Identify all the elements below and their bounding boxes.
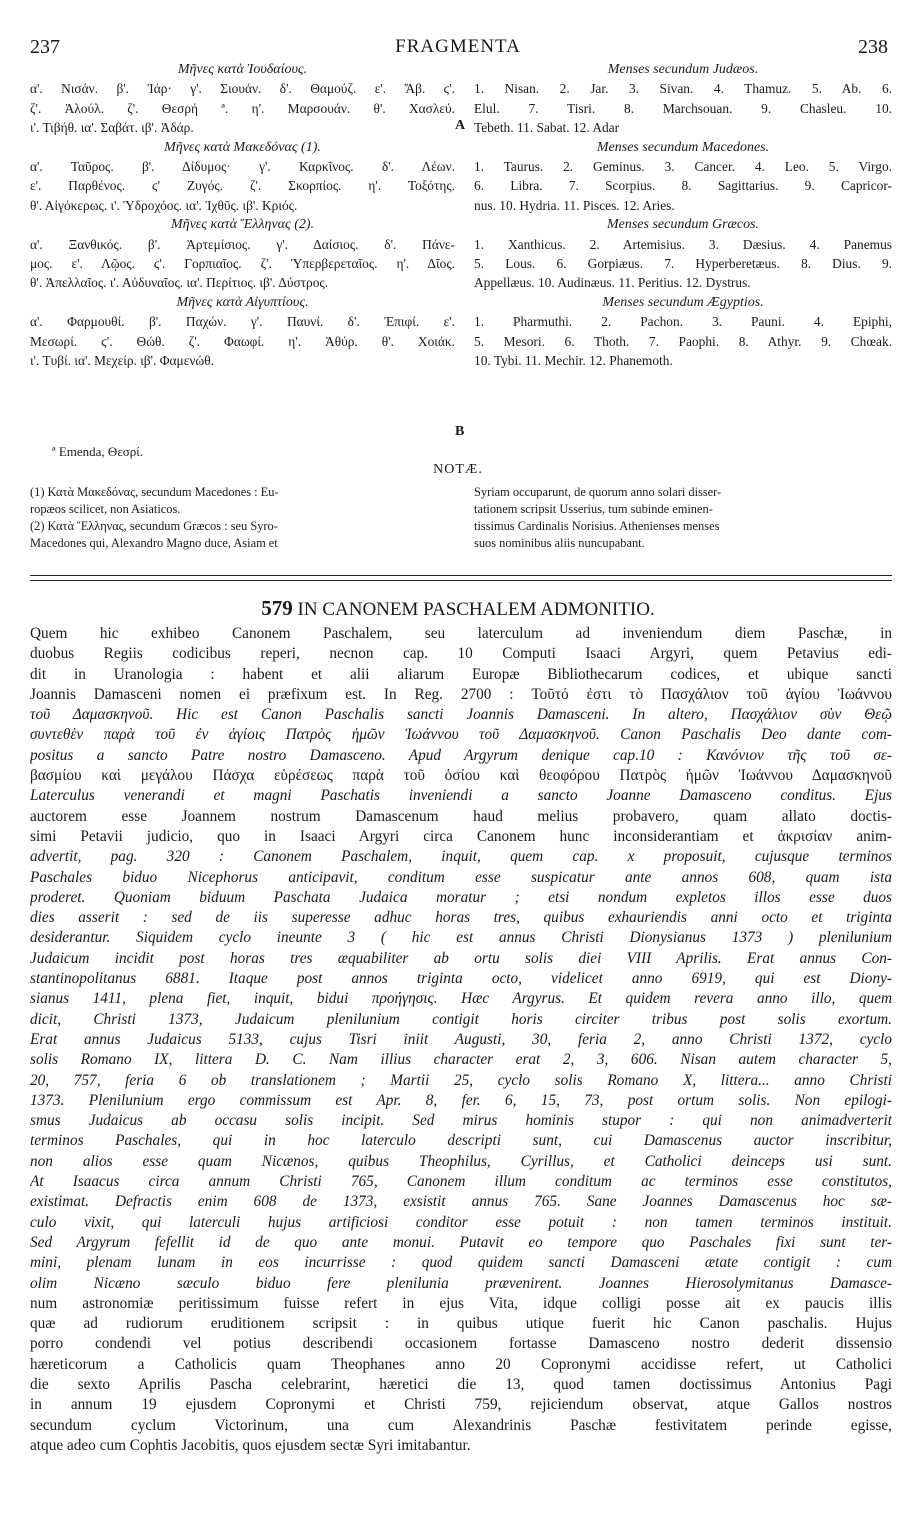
body-line: advertit, pag. 320 : Canonem Paschalem, inquit, quem cap. x proposuit, cujusque terminos — [30, 848, 892, 866]
note-line: tationem scripsit Usserius, tum subinde eminen- — [474, 502, 713, 516]
body-line: simi Petavii judicio, quo in Isaaci Argyri circa Canonem hunc inconsiderantiam et ἀκρισίαν anim- — [30, 827, 892, 845]
table-line: θ'. Αἰγόκερως. ι'. Ὑδροχόος. ια'. Ἰχθῦς. ιβ'. Κριός. — [30, 197, 298, 213]
body-line: sianus 1411, plena fiet, inquit, bidui προήγησις. Hæc Argyrus. Et quidem revera anno illo, quem — [30, 990, 892, 1008]
table-line: 10. Tybi. 11. Mechir. 12. Phanemoth. — [474, 353, 673, 369]
table-line: α'. Ξανθικός. β'. Ἀρτεμίσιος. γ'. Δαίσιος. δ'. Πάνε- — [30, 236, 455, 252]
admonitio-text — [30, 624, 892, 1456]
body-line: positus a sancto Patre nostro Damasceno. Apud Argyrum denique cap.10 : Κανόνιον τῆς τοῦ σε- — [30, 746, 892, 764]
body-line: proderet. Quoniam biduum Paschata Judaica moratur ; etsi nondum expletos illos esse duos — [30, 888, 892, 906]
latin-month-table — [474, 60, 892, 371]
page-number-left: 237 — [30, 36, 60, 58]
table-line: 1. Pharmuthi. 2. Pachon. 3. Pauni. 4. Epiphi, — [474, 314, 892, 330]
body-line: auctorem esse Joannem nostrum Damascenum haud melius probavero, quam allato doctis- — [30, 807, 892, 825]
body-line: τοῦ Δαμασκηνοῦ. Hic est Canon Paschalis sancti Joannis Damasceni. In altero, Πασχάλιον σὺν Θεῷ — [30, 706, 892, 724]
note-line: tissimus Cardinalis Norisius. Athenienses menses — [474, 519, 720, 533]
section-title: Menses secundum Judæos. — [607, 62, 759, 77]
running-title: FRAGMENTA — [395, 36, 521, 57]
margin-letter-b: B — [455, 424, 465, 439]
body-line: At Isaacus circa annum Christi 765, Canonem illum conditum ac terminos esse constitutos, — [30, 1173, 892, 1191]
body-line: non alios esse quam Nicænos, quibus Theophilus, Cyrillus, et Catholici deinceps usi sunt. — [30, 1152, 892, 1170]
table-line: μος. ε'. Λῷος. ϛ'. Γορπιαῖος. ζ'. Ὑπερβερεταῖος. η'. Δῖος. — [30, 256, 455, 272]
chapter-title: IN CANONEM PASCHALEM ADMONITIO. — [297, 599, 655, 620]
table-line: 5. Lous. 6. Gorpiæus. 7. Hyperberetæus. 8. Dius. 9. — [474, 256, 892, 272]
section-title: Menses secundum Græcos. — [606, 217, 760, 233]
table-line: ι'. Τιβήθ. ια'. Σαβάτ. ιβ'. Ἀδάρ. — [30, 120, 194, 136]
table-line: 5. Mesori. 6. Thoth. 7. Paophi. 8. Athyr. 9. Chœak. — [474, 333, 892, 349]
body-line: die sexto Aprilis Pascha celebrarint, hæretici die 13, quod tamen doctissimus Antonius Pagi — [30, 1375, 892, 1393]
body-line: stantinopolitanus 6881. Itaque post annos triginta octo, videlicet anno 6919, qui est Diony- — [30, 970, 892, 988]
chapter-heading — [0, 596, 916, 621]
body-line: culo vixit, qui laterculi hujus artificiosi conditor esse potuit : non tamen terminos instituit. — [30, 1213, 892, 1231]
body-line: duobus Regiis codicibus reperi, necnon cap. 10 Computi Isaaci Argyri, quem Petavius edi- — [30, 645, 892, 663]
body-line: dies asserit : sed de iis superesse adhuc horas tres, quibus exhauriendis anni octo et triginta — [30, 909, 892, 927]
notes-heading: NOTÆ. — [433, 462, 483, 477]
table-line: nus. 10. Hydria. 11. Pisces. 12. Aries. — [474, 197, 675, 213]
table-line: ι'. Τυβί. ια'. Μεχείρ. ιβ'. Φαμενώθ. — [30, 353, 214, 369]
body-line: terminos Paschales, qui in hoc laterculo descripti sunt, cui Damascenus auctor inscribitur, — [30, 1132, 892, 1150]
body-line: hæreticorum a Catholicis quam Theophanes anno 20 Copronymi accidisse refert, ut Catholici — [30, 1355, 892, 1373]
note-line: ropæos scilicet, non Asiaticos. — [30, 502, 181, 516]
body-line: Laterculus venerandi et magni Paschatis inveniendi a sancto Joanne Damasceno conditus. Ejus — [30, 787, 892, 805]
body-line: existimat. Defractis enim 608 de 1373, exsistit annus 765. Sane Joannes Damascenus hoc sæ- — [30, 1193, 892, 1211]
note-line: suos nominibus aliis nuncupabant. — [474, 536, 645, 550]
body-line: dicit, Christi 1373, Judaicum plenilunium contigit horis circiter tribus post solis exortum. — [30, 1010, 892, 1028]
table-line: α'. Φαρμουθί. β'. Παχών. γ'. Παυνί. δ'. Ἐπιφί. ε'. — [30, 314, 455, 330]
table-line: ε'. Παρθένος. ϛ' Ζυγός. ζ'. Σκορπίος. η'. Τοξότης. — [30, 178, 455, 194]
chapter-number: 579 — [261, 596, 293, 620]
notes-left-column — [30, 484, 452, 552]
note-line: (1) Κατὰ Μακεδόνας, secundum Macedones : Eu- — [30, 485, 279, 499]
section-title: Μῆνες κατὰ Μακεδόνας (1). — [164, 139, 321, 155]
body-line: dit in Uranologia : habent et alii aliarum Europæ Bibliothecarum codices, et ubique sancti — [30, 665, 892, 683]
body-line: Judaicum incidit post horas tres æquabiliter ab ortu solis diei VIII Aprilis. Erat annus Con- — [30, 949, 892, 967]
body-line: 20, 757, feria 6 ob translationem ; Martii 25, cyclo solis Romano X, littera... anno Christi — [30, 1071, 892, 1089]
notes-right-column — [474, 484, 892, 552]
body-line: Erat annus Judaicus 5133, cujus Tisri iniit Augusti, 30, feria 2, anno Christi 1372, cyclo — [30, 1030, 892, 1048]
section-rule-thin — [30, 580, 892, 581]
body-line: desiderantur. Siquidem cyclo ineunte 3 ( hic est annus Christi Dionysianus 1373 ) plenilunium — [30, 929, 892, 947]
table-line: Elul. 7. Tisri. 8. Marchsouan. 9. Chasleu. 10. — [474, 100, 892, 116]
body-line: βασμίου καὶ μεγάλου Πάσχα εὑρέσεως παρὰ τοῦ ὁσίου καὶ θεοφόρου Πατρὸς ἡμῶν Ἰωάννου Δαμασκηνοῦ — [30, 767, 892, 785]
table-line: Appellæus. 10. Audinæus. 11. Peritius. 12. Dystrus. — [474, 275, 751, 291]
table-line: 1. Nisan. 2. Jar. 3. Sivan. 4. Thamuz. 5. Ab. 6. — [474, 81, 892, 97]
table-line: 6. Libra. 7. Scorpius. 8. Sagittarius. 9. Capricor- — [474, 178, 892, 194]
table-line: θ'. Ἀπελλαῖος. ι'. Αὐδυναῖος. ια'. Περίτιος. ιβ'. Δύστρος. — [30, 275, 329, 291]
body-line: Paschales biduo Nicephorus anticipavit, conditum esse suspicatur ante annos 608, quam ista — [30, 868, 892, 886]
note-line: Syriam occuparunt, de quorum anno solari disser- — [474, 485, 722, 499]
body-line: num astronomiæ peritissimum fuisse refert in ejus Vita, idque colligi posse ait ex paucis illis — [30, 1294, 892, 1312]
table-line: 1. Taurus. 2. Geminus. 3. Cancer. 4. Leo. 5. Virgo. — [474, 159, 892, 175]
section-title: Menses secundum Macedones. — [596, 139, 770, 155]
section-title: Μῆνες κατὰ Ἕλληνας (2). — [170, 217, 315, 233]
body-line: solis Romano IX, littera D. C. Nam illius character erat 2, 3, 606. Nisan autem character 5, — [30, 1051, 892, 1069]
body-line: olim Nicæno sæculo biduo fere plenilunia prævenirent. Joannes Hierosolymitanus Damasce- — [30, 1274, 892, 1292]
note-line: (2) Κατὰ Ἕλληνας, secundum Græcos : seu Syro- — [30, 519, 278, 533]
table-line: α'. Ταῦρος. β'. Δίδυμος· γ'. Καρκῖνος. δ'. Λέων. — [30, 159, 455, 175]
note-line: Macedones qui, Alexandro Magno duce, Asiam et — [30, 536, 278, 550]
page-number-right: 238 — [858, 36, 888, 58]
section-title: Μῆνες κατὰ Αἰγυπτίους. — [176, 294, 309, 310]
body-line: secundum cyclum Victorinum, una cum Alexandrinis Paschæ festivitatem perinde egisse, — [30, 1416, 892, 1434]
section-title: Μῆνες κατὰ Ἰουδαίους. — [177, 62, 308, 77]
table-line: Tebeth. 11. Sabat. 12. Adar — [474, 120, 620, 136]
body-line: 1373. Plenilunium ergo commissum est Apr. 8, fer. 6, 15, 73, post ortum solis. Non epilogi- — [30, 1091, 892, 1109]
body-line: porro condendi vel potius describendi occasionem fortasse Damasceno nostro dederit dissensio — [30, 1335, 892, 1353]
body-line: atque adeo cum Cophtis Jacobitis, quos ejusdem sectæ Syri imitabantur. — [30, 1436, 471, 1454]
body-line: in annum 19 ejusdem Copronymi et Christi 759, rejiciendum observat, atque Gallos nostros — [30, 1396, 892, 1414]
table-line: α'. Νισάν. β'. Ἰάρ· γ'. Σιουάν. δ'. Θαμούζ. ε'. Ἄβ. ϛ'. — [30, 81, 455, 97]
table-line: ζ'. Ἀλούλ. ζ'. Θεσρή ª. η'. Μαρσουάν. θ'. Χασλεύ. — [30, 100, 455, 116]
body-line: quæ ad rudiorum eruditionem scripsit : in quibus utique fuerit hic Canon paschalis. Hujus — [30, 1315, 892, 1333]
table-line: 1. Xanthicus. 2. Artemisius. 3. Dæsius. 4. Panemus — [474, 236, 892, 252]
table-line: Μεσωρί. ϛ'. Θώθ. ζ'. Φαωφί. η'. Ἀθύρ. θ'. Χοιάκ. — [30, 333, 455, 349]
emendation-footnote: ª Emenda, Θεσρί. — [52, 444, 144, 459]
body-line: mini, plenam lunam in eos incurrisse : quod quidem sancti Damasceni ætate contigit : cum — [30, 1254, 892, 1272]
margin-letter-a: A — [455, 118, 466, 133]
body-line: Joannis Damasceni nomen ei præfixum est. In Reg. 2700 : Τοῦτό ἐστι τὸ Πασχάλιον τοῦ ἁγίου Ἰωάννου — [30, 685, 892, 703]
body-line: smus Judaicus ab occasu solis incipit. Sed mirus hominis stupor : qui non animadverterit — [30, 1112, 892, 1130]
section-rule — [30, 575, 892, 576]
body-line: συντεθὲν παρὰ τοῦ ἐν ἁγίοις Πατρὸς ἡμῶν Ἰωάννου τοῦ Δαμασκηνοῦ. Canon Paschalis Deo dante com- — [30, 726, 892, 744]
body-line: Sed Argyrum fefellit id de quo ante monui. Putavit eo tempore quo Paschales fixi sunt ter- — [30, 1233, 892, 1251]
body-line: Quem hic exhibeo Canonem Paschalem, seu laterculum ad inveniendum diem Paschæ, in — [30, 625, 892, 642]
section-title: Menses secundum Ægyptios. — [602, 294, 764, 310]
greek-month-table — [30, 60, 455, 371]
